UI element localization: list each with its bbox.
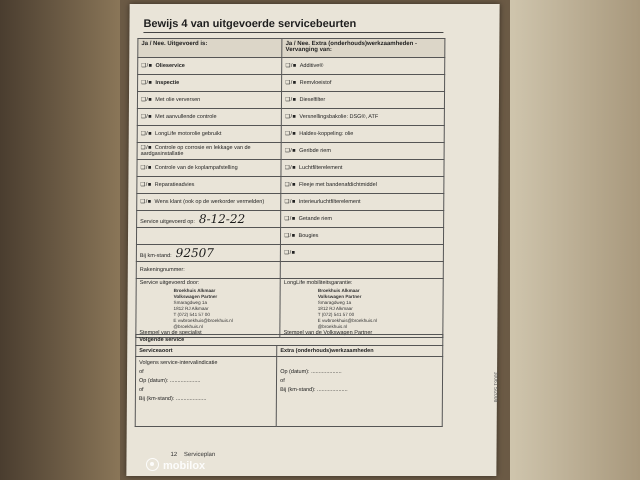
next-service-line: Op (datum): .................... (138, 378, 201, 384)
next-service-line: Bij (km-stand): .................... (280, 387, 348, 393)
stamp-line: 1812 RJ Alkmaar (317, 306, 353, 311)
right-cell (280, 262, 443, 279)
table-row (137, 126, 444, 143)
col-left-header: Ja / Nee. Uitgevoerd is: (138, 39, 282, 58)
right-cell (281, 228, 444, 245)
table-row (138, 58, 445, 75)
left-label: LongLife motorolie gebruikt (155, 131, 222, 137)
left-cell (137, 194, 281, 211)
checkbox[interactable]: ❑/■ (140, 165, 152, 171)
left-cell (137, 211, 281, 228)
stamp-left-label: Service uitgevoerd door: (139, 280, 200, 286)
right-label: Versnellingsbakolie: DSG®, ATF (299, 114, 379, 120)
stamp-line: T (072) 541 57 00 (173, 312, 210, 317)
right-cell (281, 177, 444, 194)
right-label: Haldex-koppeling: olie (299, 131, 354, 137)
next-service-line: of (138, 387, 144, 393)
next-service-title: Volgende service (136, 335, 443, 346)
left-cell (137, 126, 281, 143)
checkbox[interactable]: ❑/■ (284, 250, 296, 256)
stamp-left-cell (136, 279, 281, 338)
checkbox[interactable]: ❑/■ (285, 63, 297, 69)
left-cell (137, 160, 281, 177)
next-service-line: Op (datum): .................... (280, 369, 342, 375)
table-row (136, 245, 443, 262)
right-cell (281, 126, 444, 143)
table-row (136, 228, 443, 245)
handwritten-value: 92507 (175, 246, 214, 260)
checkbox[interactable]: ❑/■ (284, 233, 296, 239)
next-col-left: Serviceaoort (136, 346, 277, 357)
left-cell (138, 58, 282, 75)
stamp-line: E vwbroekhuis@broekhuis.nl (317, 318, 378, 323)
footer-label: Serviceplan (183, 452, 216, 458)
watermark-text: mobilox (163, 460, 206, 472)
checkbox[interactable]: ❑/■ (140, 199, 152, 205)
checkbox[interactable]: ❑/■ (284, 199, 296, 205)
right-cell (282, 92, 445, 109)
left-label: Controle van de koplampafstelling (154, 165, 238, 171)
mobilox-logo-icon (146, 458, 159, 471)
left-label: Service uitgevoerd op: (140, 219, 195, 225)
checkbox[interactable]: ❑/■ (284, 216, 296, 222)
next-right-cell (276, 357, 442, 427)
stamp-line: 1812 RJ Alkmaar (173, 306, 209, 311)
right-label: Geribde riem (299, 148, 331, 154)
table-row (137, 177, 444, 194)
handwritten-value: 8-12-22 (198, 212, 246, 226)
right-label: Remvloeistof (299, 80, 332, 86)
service-booklet-page (126, 4, 499, 476)
left-label: Met aanvullende controle (155, 114, 217, 120)
left-cell (137, 92, 281, 109)
side-code: 30061 5/2008 (492, 371, 499, 403)
next-service-line: of (280, 378, 285, 384)
left-cell (138, 75, 282, 92)
right-label: Dieselfilter (299, 97, 326, 103)
page-title: Bewijs 4 van uitgevoerde servicebeurten (143, 18, 357, 30)
stamp-line: Volkswagen Partner (317, 294, 362, 299)
table-row (137, 194, 444, 211)
checkbox[interactable]: ❑/■ (140, 131, 153, 137)
stamp-line: E vwbroekhuis@broekhuis.nl (173, 318, 233, 323)
right-cell (282, 58, 445, 75)
checkbox[interactable]: ❑/■ (284, 182, 296, 188)
mobilox-watermark (146, 458, 205, 472)
right-cell (282, 109, 445, 126)
left-label: Inspectie (155, 80, 180, 86)
left-cell (136, 228, 280, 245)
stamp-line: Smaragdweg 1a (173, 300, 208, 305)
left-label: Met olie verversen (155, 97, 201, 103)
right-cell (282, 75, 445, 92)
next-service-table (135, 334, 444, 427)
stamp-right-cell (280, 279, 443, 338)
right-label: Bougies (298, 233, 319, 239)
next-service-line: of (139, 369, 144, 375)
checkbox[interactable]: ❑/■ (284, 131, 297, 137)
left-cell (136, 245, 280, 262)
next-service-line: Bij (km-stand): .................... (138, 396, 207, 402)
right-label: Fleeje met bandenafdichtmiddel (298, 182, 377, 188)
checkbox[interactable]: ❑/■ (285, 97, 297, 103)
left-cell (137, 177, 281, 194)
right-cell (281, 143, 444, 160)
title-divider (143, 32, 443, 33)
service-table (135, 38, 445, 338)
checkbox[interactable]: ❑/■ (285, 80, 297, 86)
background-right (510, 0, 640, 480)
stamp-right-footer: Stempel van de Volkswagen Partner (283, 330, 373, 336)
table-row (137, 160, 444, 177)
left-label: Wens klant (ook op de werkorder vermelden) (154, 199, 265, 205)
right-cell (281, 194, 444, 211)
stamp-line: Smaragdweg 1a (317, 300, 352, 305)
dealer-stamp-right (318, 288, 440, 330)
dealer-stamp-left (173, 288, 277, 330)
stamp-line: Broekhuis Alkmaar (173, 288, 216, 293)
left-cell (137, 109, 281, 126)
next-left-cell (135, 357, 277, 427)
stamp-line: Volkswagen Partner (173, 294, 218, 299)
stamp-line: @broekhuis.nl (317, 324, 348, 329)
checkbox[interactable]: ❑/■ (140, 97, 153, 103)
checkbox[interactable]: ❑/■ (140, 114, 153, 120)
checkbox[interactable]: ❑/■ (284, 165, 297, 171)
right-cell (281, 211, 444, 228)
next-service-line: Volgens service-intervalindicatie (139, 360, 218, 366)
right-label: Luchtfilterelement (298, 165, 343, 171)
table-row (138, 75, 445, 92)
right-label: Getande riem (298, 216, 333, 222)
right-cell (281, 245, 444, 262)
left-label: Rakeningnummer: (139, 267, 185, 273)
checkbox[interactable]: ❑/■ (140, 182, 152, 188)
stamp-line: T (072) 541 57 00 (317, 312, 355, 317)
col-right-header: Ja / Nee. Extra (onderhouds)werkzaamheden - Vervanging van: (282, 39, 445, 58)
table-row (137, 211, 444, 228)
checkbox[interactable]: ❑/■ (141, 80, 153, 86)
page-number: 12 (170, 452, 178, 458)
right-label: Additive® (299, 63, 324, 69)
right-cell (281, 160, 444, 177)
left-label: Olieservice (155, 63, 185, 69)
checkbox[interactable]: ❑/■ (285, 114, 297, 120)
left-label: Bij km-stand: (139, 253, 172, 259)
table-row (137, 143, 444, 160)
left-label: Reparatieadvies (154, 182, 195, 188)
table-row (136, 262, 443, 279)
left-cell (136, 262, 280, 279)
stamp-right-label: LongLife mobiliteitsgarantie: (283, 280, 353, 286)
stamp-line: Broekhuis Alkmaar (317, 288, 360, 293)
background-left (0, 0, 120, 480)
checkbox[interactable]: ❑/■ (141, 63, 153, 69)
checkbox[interactable]: ❑/■ (284, 148, 297, 154)
table-row (137, 109, 444, 126)
next-col-right: Extra (onderhouds)werkzaamheden (277, 346, 443, 357)
stamp-line: @broekhuis.nl (173, 324, 203, 329)
checkbox[interactable]: ❑/■ (140, 145, 152, 151)
table-row (137, 92, 444, 109)
stamp-left-footer: Stempel van de specialist (139, 330, 202, 336)
right-label: Interieurluchtfilterelement (298, 199, 361, 205)
left-cell (137, 143, 281, 160)
left-label: Controle op corrosie en lekkage van de aardgasinstallatie (140, 145, 251, 157)
